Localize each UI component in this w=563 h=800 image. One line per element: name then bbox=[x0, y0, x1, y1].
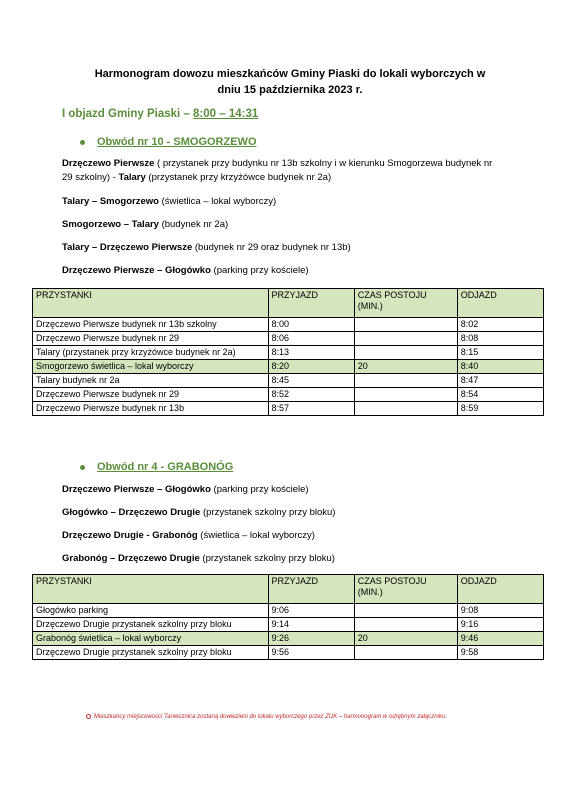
stop-cell: Drzęczewo Pierwsze budynek nr 13b bbox=[33, 402, 269, 416]
table-row bbox=[33, 402, 544, 416]
table-header-row bbox=[33, 575, 544, 604]
route-description: Drzęczewo Pierwsze – Głogówko (parking przy kościele) bbox=[62, 265, 309, 276]
departure-cell: 8:59 bbox=[457, 402, 543, 416]
departure-cell: 8:40 bbox=[457, 360, 543, 374]
stay-cell: 20 bbox=[354, 360, 457, 374]
circuit-heading-grabonog bbox=[80, 461, 233, 473]
stop-cell: Talary (przystanek przy krzyżówce budynek nr 2a) bbox=[33, 346, 269, 360]
arrival-cell: 9:06 bbox=[268, 604, 354, 618]
stay-cell bbox=[354, 604, 457, 618]
stop-cell: Drzęczewo Pierwsze budynek nr 13b szkolny bbox=[33, 318, 269, 332]
bullet-icon bbox=[80, 465, 85, 470]
table-row bbox=[33, 388, 544, 402]
route-heading-prefix: I objazd Gminy Piaski – bbox=[62, 108, 194, 120]
footnote-text: Mieszkańcy miejscowości Taniecznica zostaną dowiezieni do lokalu wyborczego przez ZUK – harmonogram w odrębnym załączniku. bbox=[94, 714, 447, 720]
route-heading bbox=[62, 108, 258, 120]
table-row bbox=[33, 318, 544, 332]
stop-cell: Drzęczewo Pierwsze budynek nr 29 bbox=[33, 332, 269, 346]
route-description: Talary – Smogorzewo (świetlica – lokal wyborczy) bbox=[62, 196, 277, 207]
stay-cell bbox=[354, 346, 457, 360]
stop-cell: Smogorzewo świetlica – lokal wyborczy bbox=[33, 360, 269, 374]
header-cell: PRZYJAZD bbox=[268, 575, 354, 604]
bullet-icon bbox=[86, 714, 91, 719]
stop-cell: Talary budynek nr 2a bbox=[33, 374, 269, 388]
departure-cell: 8:02 bbox=[457, 318, 543, 332]
table-row bbox=[33, 332, 544, 346]
schedule-table-grabonog bbox=[32, 574, 544, 660]
route-description: Głogówko – Drzęczewo Drugie (przystanek szkolny przy bloku) bbox=[62, 507, 336, 518]
arrival-cell: 9:26 bbox=[268, 632, 354, 646]
header-cell: ODJAZD bbox=[457, 575, 543, 604]
arrival-cell: 8:00 bbox=[268, 318, 354, 332]
arrival-cell: 8:06 bbox=[268, 332, 354, 346]
stay-cell bbox=[354, 646, 457, 660]
arrival-cell: 8:57 bbox=[268, 402, 354, 416]
page-title-line1: Harmonogram dowozu mieszkańców Gminy Piaski do lokali wyborczych w bbox=[94, 68, 486, 80]
stay-cell bbox=[354, 618, 457, 632]
arrival-cell: 8:45 bbox=[268, 374, 354, 388]
footnote bbox=[94, 712, 514, 723]
departure-cell: 8:54 bbox=[457, 388, 543, 402]
stay-cell bbox=[354, 318, 457, 332]
arrival-cell: 8:52 bbox=[268, 388, 354, 402]
route-description: Talary – Drzęczewo Pierwsze (budynek nr 29 oraz budynek nr 13b) bbox=[62, 242, 351, 253]
arrival-cell: 9:56 bbox=[268, 646, 354, 660]
header-cell: PRZYSTANKI bbox=[33, 289, 269, 318]
table-row-polling-station bbox=[33, 360, 544, 374]
stay-cell bbox=[354, 374, 457, 388]
arrival-cell: 8:13 bbox=[268, 346, 354, 360]
table-row bbox=[33, 646, 544, 660]
bullet-icon bbox=[80, 140, 85, 145]
departure-cell: 9:46 bbox=[457, 632, 543, 646]
route-description: Grabonóg – Drzęczewo Drugie (przystanek szkolny przy bloku) bbox=[62, 553, 335, 564]
departure-cell: 8:47 bbox=[457, 374, 543, 388]
circuit-heading-smogorzewo bbox=[80, 136, 257, 148]
stay-cell bbox=[354, 332, 457, 346]
header-cell: CZAS POSTOJU (MIN.) bbox=[354, 575, 457, 604]
route-description: Drzęczewo Drugie - Grabonóg (świetlica – lokal wyborczy) bbox=[62, 530, 315, 541]
route-description: Smogorzewo – Talary (budynek nr 2a) bbox=[62, 219, 229, 230]
table-row bbox=[33, 604, 544, 618]
departure-cell: 9:16 bbox=[457, 618, 543, 632]
stop-cell: Drzęczewo Drugie przystanek szkolny przy bloku bbox=[33, 618, 269, 632]
route-description: Drzęczewo Pierwsze – Głogówko (parking przy kościele) bbox=[62, 484, 309, 495]
arrival-cell: 8:20 bbox=[268, 360, 354, 374]
stop-cell: Głogówko parking bbox=[33, 604, 269, 618]
header-cell: CZAS POSTOJU (MIN.) bbox=[354, 289, 457, 318]
table-row-polling-station bbox=[33, 632, 544, 646]
stop-cell: Grabonóg świetlica – lokal wyborczy bbox=[33, 632, 269, 646]
page-title-line2: dniu 15 października 2023 r. bbox=[217, 84, 363, 96]
route-description: Drzęczewo Pierwsze ( przystanek przy budynku nr 13b szkolny i w kierunku Smogorzewa budynek nr 29 szkolny) - Talary (przystanek przy krzyżówce budynek nr 2a) bbox=[62, 158, 493, 183]
stay-cell: 20 bbox=[354, 632, 457, 646]
circuit-title: Obwód nr 4 - GRABONÓG bbox=[97, 461, 234, 473]
stop-cell: Drzęczewo Pierwsze budynek nr 29 bbox=[33, 388, 269, 402]
table-row bbox=[33, 618, 544, 632]
departure-cell: 9:58 bbox=[457, 646, 543, 660]
stop-cell: Drzęczewo Drugie przystanek szkolny przy bloku bbox=[33, 646, 269, 660]
stay-cell bbox=[354, 402, 457, 416]
route-heading-time: 8:00 – 14:31 bbox=[193, 108, 259, 120]
header-cell: PRZYSTANKI bbox=[33, 575, 269, 604]
stay-cell bbox=[354, 388, 457, 402]
departure-cell: 8:15 bbox=[457, 346, 543, 360]
header-cell: ODJAZD bbox=[457, 289, 543, 318]
arrival-cell: 9:14 bbox=[268, 618, 354, 632]
page-title bbox=[60, 66, 520, 98]
schedule-table-smogorzewo bbox=[32, 288, 544, 416]
table-row bbox=[33, 374, 544, 388]
departure-cell: 9:08 bbox=[457, 604, 543, 618]
circuit-title: Obwód nr 10 - SMOGORZEWO bbox=[97, 136, 257, 148]
departure-cell: 8:08 bbox=[457, 332, 543, 346]
header-cell: PRZYJAZD bbox=[268, 289, 354, 318]
table-header-row bbox=[33, 289, 544, 318]
table-row bbox=[33, 346, 544, 360]
